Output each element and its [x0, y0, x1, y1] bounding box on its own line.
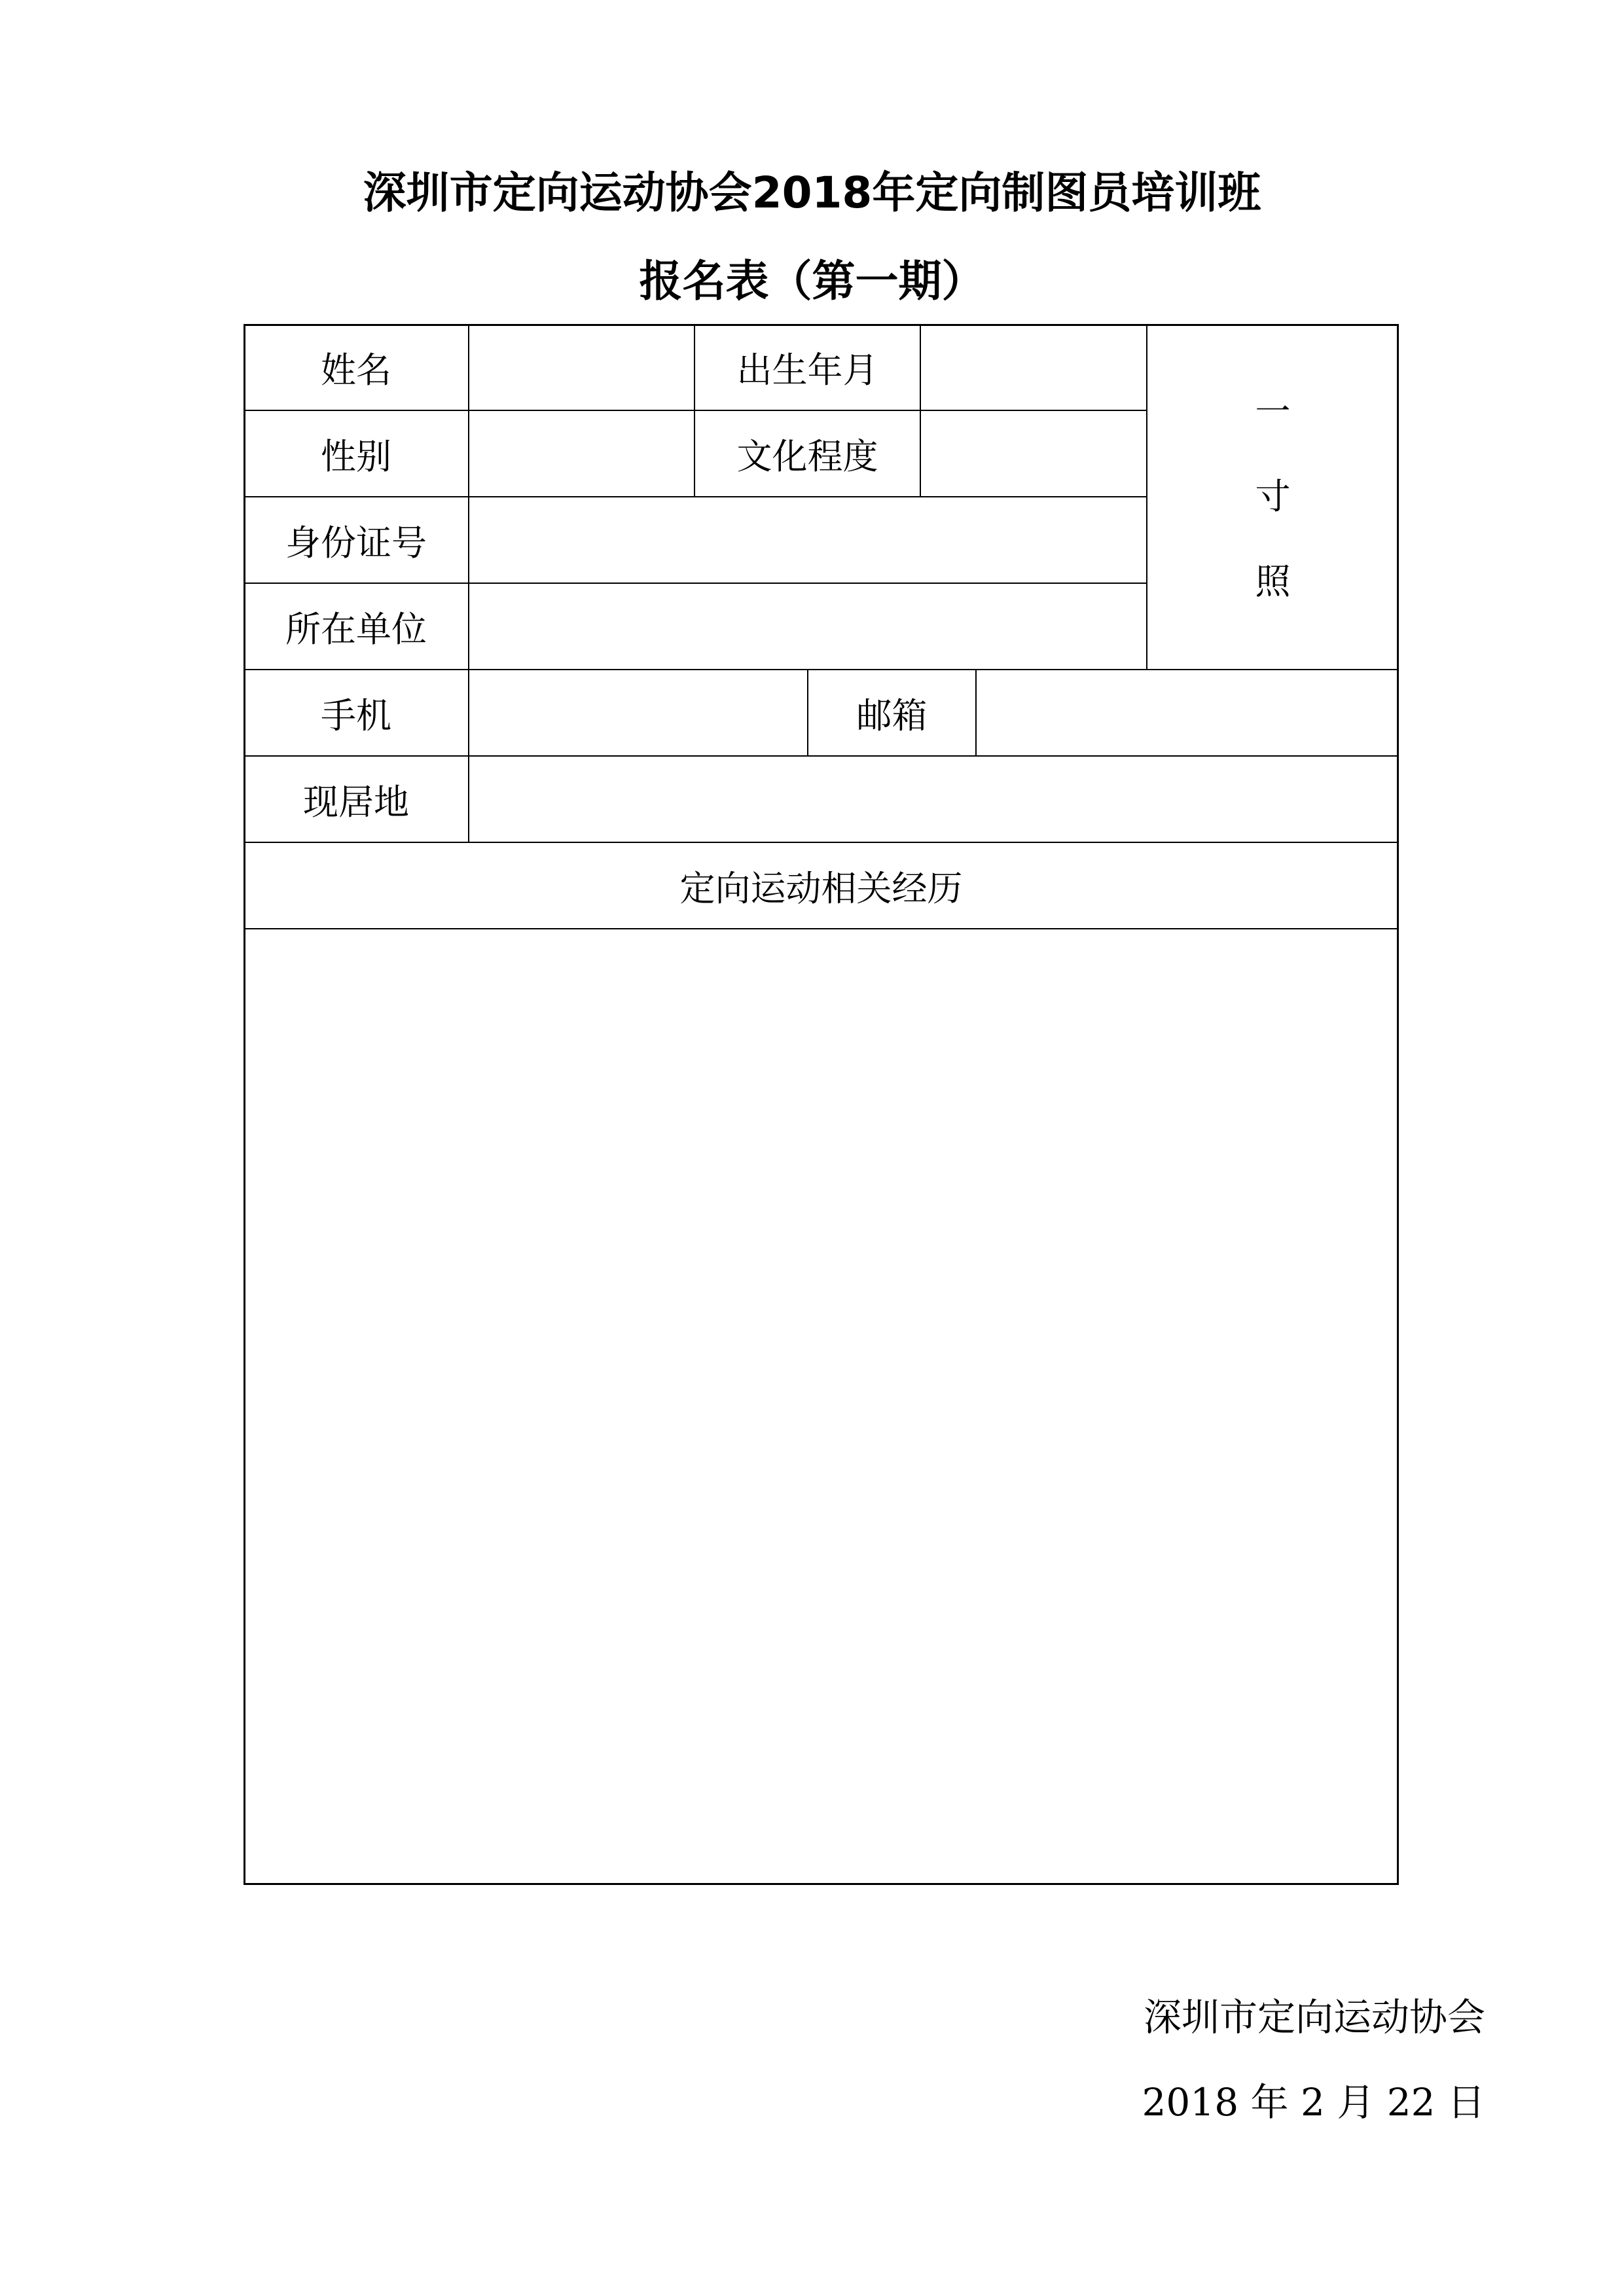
employer-field[interactable] [469, 584, 1146, 668]
photo-text-2: 寸 [1255, 476, 1291, 517]
photo-box [1147, 324, 1399, 670]
footer-date: 2018 年 2 月 22 日 [1142, 2080, 1485, 2125]
gender-field[interactable] [469, 412, 693, 495]
residence-label: 现居地 [303, 781, 409, 823]
email-label: 邮箱 [856, 694, 928, 736]
id-label: 身份证号 [285, 522, 427, 564]
experience-header: 定向运动相关经历 [679, 867, 963, 909]
birth-label: 出生年月 [736, 349, 878, 391]
form-title: 深圳市定向运动协会2018年定向制图员培训班 [363, 168, 1261, 218]
residence-field[interactable] [469, 757, 1396, 841]
photo-text-3: 照 [1255, 561, 1291, 602]
employer-label: 所在单位 [285, 608, 427, 650]
registration-form [244, 324, 1399, 1885]
name-label: 姓名 [321, 349, 391, 391]
education-label: 文化程度 [736, 435, 878, 477]
photo-text-1: 一 [1255, 391, 1291, 432]
name-field[interactable] [469, 325, 693, 409]
education-field[interactable] [921, 412, 1146, 495]
experience-field[interactable] [245, 930, 1396, 1882]
email-field[interactable] [977, 671, 1396, 755]
birth-field[interactable] [921, 325, 1146, 409]
mobile-field[interactable] [469, 671, 806, 755]
id-field[interactable] [469, 498, 1146, 582]
mobile-label: 手机 [321, 694, 391, 736]
gender-label: 性别 [321, 435, 391, 477]
footer-organization: 深圳市定向运动协会 [1143, 1995, 1485, 2039]
form-subtitle: 报名表（第一期） [639, 256, 985, 306]
form-border-bottom [244, 1883, 1399, 1885]
